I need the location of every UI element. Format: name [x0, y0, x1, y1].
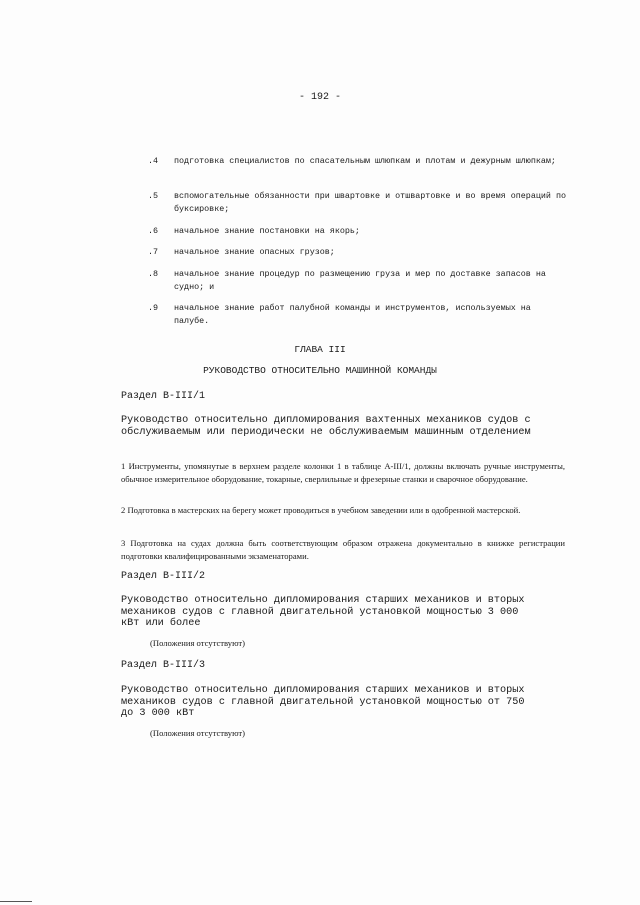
section-note: (Положения отсутствуют)	[150, 638, 246, 648]
list-item-text: вспомогательные обязанности при швартовке и отшвартовке и во время операций по буксировке;	[174, 191, 567, 214]
section-label: Раздел B-III/2	[121, 571, 206, 582]
list-item	[148, 246, 568, 259]
list-item	[148, 190, 568, 216]
page-number: - 192 -	[298, 92, 341, 103]
list-item-number: .9	[148, 303, 159, 313]
list-item-number: .6	[148, 226, 159, 236]
list-item-text: начальное знание процедур по размещению груза и мер по доставке запасов на судно; и	[174, 269, 546, 292]
paragraph: 2 Подготовка в мастерских на берегу может проводиться в учебном заведении или в одобренной мастерской.	[121, 505, 521, 515]
list-item-text: подготовка специалистов по спасательным шлюпкам и плотам и дежурным шлюпкам;	[174, 156, 556, 166]
list-item-number: .7	[148, 247, 159, 257]
list-item-number: .8	[148, 269, 159, 279]
chapter-label: ГЛАВА III	[294, 344, 346, 355]
list-item-text: начальное знание опасных грузов;	[174, 247, 335, 257]
list-item-text: начальное знание работ палубной команды и инструментов, используемых на палубе.	[174, 303, 531, 326]
list-item-number: .5	[148, 191, 159, 201]
list-item	[148, 155, 568, 168]
section-label: Раздел B-III/3	[121, 660, 206, 671]
section-heading: Руководство относительно дипломирования старших механиков и вторых механиков судов с главной двигательной установкой мощностью от 750 до 3 000 кВт	[121, 685, 525, 719]
list-item	[148, 225, 568, 238]
list-item	[148, 302, 568, 328]
section-label: Раздел B-III/1	[121, 391, 206, 402]
list-item	[148, 268, 568, 294]
list-item-number: .4	[148, 156, 159, 166]
chapter-title: РУКОВОДСТВО ОТНОСИТЕЛЬНО МАШИННОЙ КОМАНДЫ	[203, 365, 437, 376]
section-heading: Руководство относительно дипломирования старших механиков и вторых механиков судов с главной двигательной установкой мощностью 3 000 кВт или более	[121, 595, 525, 629]
page-edge-rule	[0, 901, 32, 902]
list-item-text: начальное знание постановки на якорь;	[174, 226, 360, 236]
section-note: (Положения отсутствуют)	[150, 728, 246, 738]
paragraph: 1 Инструменты, упомянутые в верхнем разделе колонки 1 в таблице A-III/1, должны включать ручные инструменты, обычное измерительное оборудование, токарные, сверлильные и фрезерные станки и сварочное оборудование.	[121, 461, 565, 484]
paragraph: 3 Подготовка на судах должна быть соответствующим образом отражена документально в книжке регистрации подготовки квалифицированными экзаменаторами.	[121, 538, 565, 561]
section-heading: Руководство относительно дипломирования вахтенных механиков судов с обслуживаемым или периодически не обслуживаемым машинным отделением	[121, 415, 531, 438]
